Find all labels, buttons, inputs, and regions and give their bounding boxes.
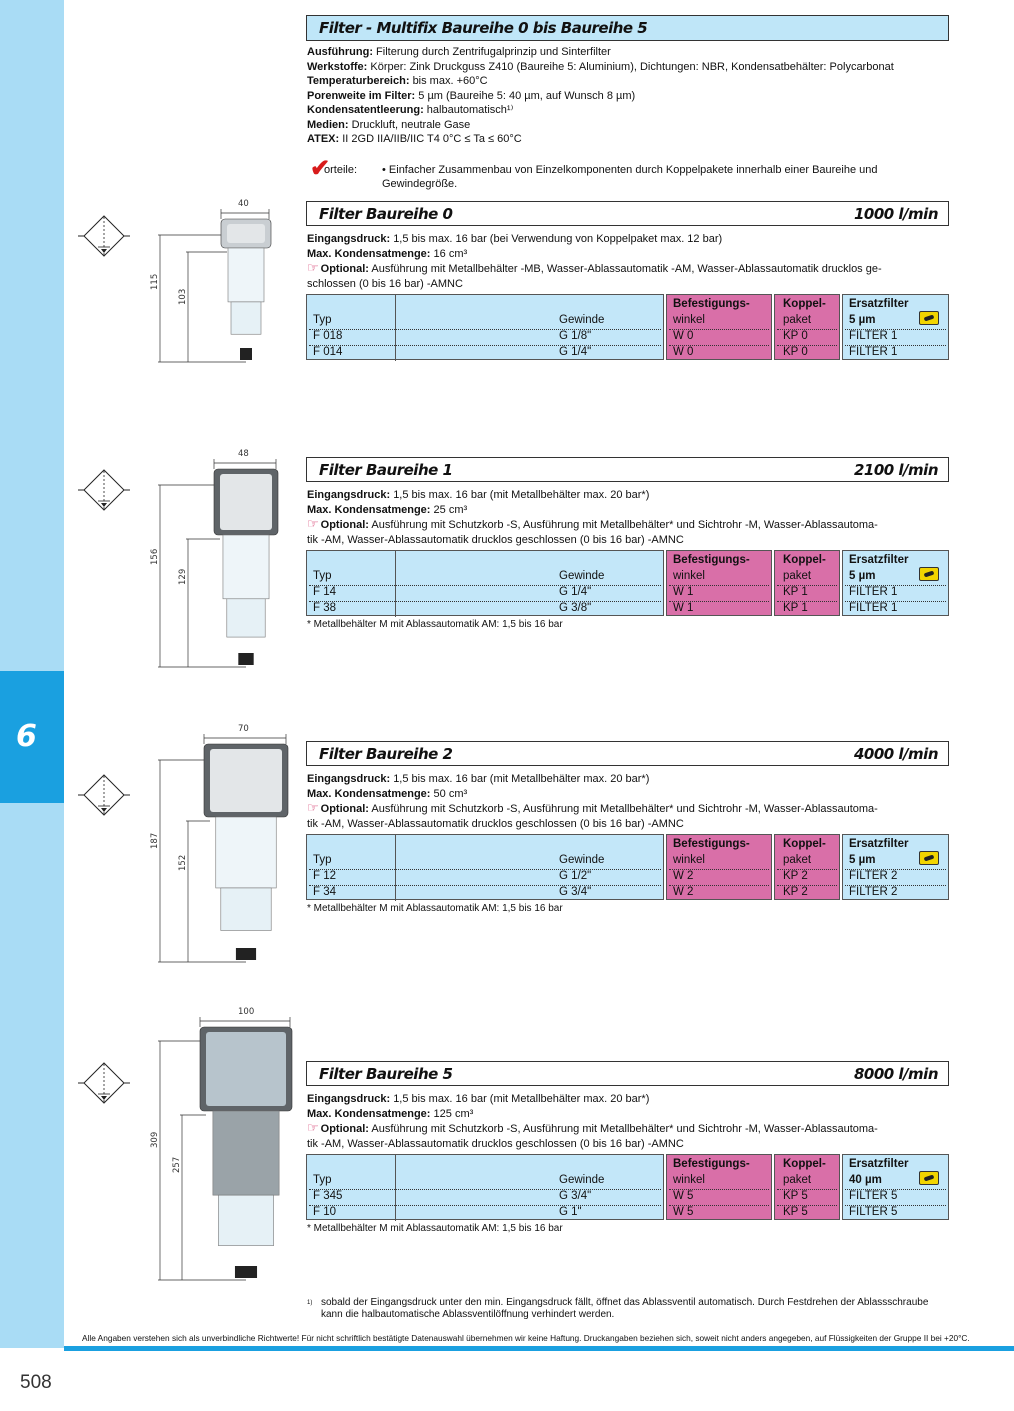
product-drawing <box>140 455 310 678</box>
table-col-winkel <box>666 1154 772 1220</box>
table-cell: W 1 <box>673 586 694 598</box>
table-note: * Metallbehälter M mit Ablassautomatik AM: 1,5 bis 16 bar <box>307 903 563 914</box>
filter-symbol-icon <box>78 213 130 259</box>
dimension-total-height: 309 <box>150 1131 160 1148</box>
pointing-hand-icon: ☞ <box>307 516 319 531</box>
vorteile-text: • Einfacher Zusammenbau von Einzelkomponenten durch Koppelpakete innerhalb einer Baureihe und Gewindegröße. <box>382 164 878 190</box>
col-header: paket <box>783 1174 812 1186</box>
table-cell: W 5 <box>673 1190 694 1202</box>
table-cell: F 12 <box>313 870 337 882</box>
table-col-paket <box>774 1154 840 1220</box>
table-cell: G 1" <box>559 1206 582 1218</box>
table-cell: G 1/4" <box>559 346 592 358</box>
table-cell: KP 1 <box>783 602 808 614</box>
section-specs <box>307 488 952 547</box>
product-table <box>306 550 949 616</box>
table-cell: W 0 <box>673 330 694 342</box>
dimension-width: 48 <box>238 449 249 459</box>
table-cell: FILTER 1 <box>849 602 898 614</box>
dimension-total-height: 115 <box>150 274 160 291</box>
table-cell: KP 5 <box>783 1206 808 1218</box>
col-header: paket <box>783 570 812 582</box>
spec-row: Eingangsdruck: 1,5 bis max. 16 bar (mit Metallbehälter max. 20 bar*) <box>307 489 650 501</box>
section-specs <box>307 232 952 291</box>
table-cell: KP 0 <box>783 346 808 358</box>
table-col-ersatzfilter <box>842 1154 949 1220</box>
spec-row: Eingangsdruck: 1,5 bis max. 16 bar (mit Metallbehälter max. 20 bar*) <box>307 773 650 785</box>
table-cell: F 10 <box>313 1206 337 1218</box>
section-specs <box>307 772 952 831</box>
col-header: Typ <box>313 314 332 326</box>
table-cell: W 2 <box>673 870 694 882</box>
dimension-total-height: 187 <box>150 832 160 849</box>
col-header: Typ <box>313 854 332 866</box>
spec-row: ☞ Optional: Ausführung mit Metallbehälter -MB, Wasser-Ablassautomatik -AM, Wasser-Ablassautomatik drucklos ge- <box>307 260 882 275</box>
table-cell: FILTER 2 <box>849 870 898 882</box>
table-cell: FILTER 1 <box>849 586 898 598</box>
table-note: * Metallbehälter M mit Ablassautomatik AM: 1,5 bis 16 bar <box>307 619 563 630</box>
section-title-bar <box>306 201 949 226</box>
col-header: Befestigungs- <box>673 1158 750 1170</box>
page-title: Filter - Multifix Baureihe 0 bis Baureihe 5 <box>319 19 648 37</box>
table-cell: FILTER 2 <box>849 886 898 898</box>
flow-rate: 1000 l/min <box>853 205 938 223</box>
table-cell: KP 5 <box>783 1190 808 1202</box>
table-cell: F 018 <box>313 330 343 342</box>
table-cell: KP 2 <box>783 870 808 882</box>
footnote-line: kann die halbautomatische Ablassventilöffnung verhindert werden. <box>321 1309 615 1320</box>
spec-row: Max. Kondensatmenge: 50 cm³ <box>307 787 468 800</box>
spec-row: Eingangsdruck: 1,5 bis max. 16 bar (mit Metallbehälter max. 20 bar*) <box>307 1093 650 1105</box>
section-title: Filter Baureihe 0 <box>319 205 453 223</box>
flow-rate: 8000 l/min <box>853 1065 938 1083</box>
table-cell: F 34 <box>313 886 337 898</box>
table-col-ersatzfilter <box>842 294 949 360</box>
dimension-width: 40 <box>238 199 249 209</box>
section-title: Filter Baureihe 1 <box>319 461 453 479</box>
spec-row: Medien: Druckluft, neutrale Gase <box>307 118 471 131</box>
filter-symbol-icon <box>78 772 130 818</box>
pointing-hand-icon: ☞ <box>307 260 319 275</box>
col-header: winkel <box>673 854 705 866</box>
spec-row: tik -AM, Wasser-Ablassautomatik drucklos geschlossen (0 bis 16 bar) -AMNC <box>307 533 684 546</box>
col-header: Gewinde <box>559 1174 605 1186</box>
col-header: Typ <box>313 1174 332 1186</box>
col-header: Koppel- <box>783 554 826 566</box>
dimension-width: 70 <box>238 724 249 734</box>
spec-row: tik -AM, Wasser-Ablassautomatik drucklos geschlossen (0 bis 16 bar) -AMNC <box>307 1137 684 1150</box>
table-cell: G 3/4" <box>559 886 592 898</box>
col-header: Ersatzfilter <box>849 298 909 310</box>
product-table <box>306 834 949 900</box>
table-col-typ <box>306 1154 664 1220</box>
pore-size: 5 µm <box>849 854 876 866</box>
check-mark-icon: ✔ <box>310 155 331 182</box>
product-drawing <box>140 1013 310 1291</box>
table-note: * Metallbehälter M mit Ablassautomatik AM: 1,5 bis 16 bar <box>307 1223 563 1234</box>
table-col-winkel <box>666 550 772 616</box>
section-title: Filter Baureihe 5 <box>319 1065 453 1083</box>
spec-row: Porenweite im Filter: 5 µm (Baureihe 5: 40 µm, auf Wunsch 8 µm) <box>307 89 636 102</box>
spec-row: Werkstoffe: Körper: Zink Druckguss Z410 (Baureihe 5: Aluminium), Dichtungen: NBR, Kondensatbehälter: Polycarbonat <box>307 60 894 73</box>
filter-cartridge-icon <box>919 851 939 865</box>
spec-row: Kondensatentleerung: halbautomatisch¹⁾ <box>307 104 514 116</box>
spec-row: ☞ Optional: Ausführung mit Schutzkorb -S, Ausführung mit Metallbehälter* und Sichtrohr -M, Wasser-Ablassautoma- <box>307 516 878 531</box>
col-header: winkel <box>673 1174 705 1186</box>
dimension-body-height: 257 <box>172 1157 182 1174</box>
table-cell: FILTER 1 <box>849 346 898 358</box>
disclaimer: Alle Angaben verstehen sich als unverbindliche Richtwerte! Für nicht schriftlich bestätigte Datenauswahl übernehmen wir keine Haftung. Druckangaben beziehen sich, soweit nicht anders angegeben, auf Flüssigkeiten der Gruppe II bei +20°C. <box>82 1333 970 1343</box>
col-header: paket <box>783 314 812 326</box>
dimension-body-height: 129 <box>178 568 188 585</box>
table-cell: KP 0 <box>783 330 808 342</box>
pointing-hand-icon: ☞ <box>307 1120 319 1135</box>
table-cell: FILTER 5 <box>849 1206 898 1218</box>
spec-row: tik -AM, Wasser-Ablassautomatik drucklos geschlossen (0 bis 16 bar) -AMNC <box>307 817 684 830</box>
table-cell: G 1/4" <box>559 586 592 598</box>
table-cell: F 345 <box>313 1190 343 1202</box>
spec-row: ☞ Optional: Ausführung mit Schutzkorb -S, Ausführung mit Metallbehälter* und Sichtrohr -M, Wasser-Ablassautoma- <box>307 1120 878 1135</box>
table-col-ersatzfilter <box>842 834 949 900</box>
col-header: Gewinde <box>559 570 605 582</box>
col-header: Ersatzfilter <box>849 1158 909 1170</box>
vorteile-label: orteile: <box>324 164 358 176</box>
col-header: Koppel- <box>783 298 826 310</box>
chapter-tab[interactable] <box>0 671 64 803</box>
col-header: Koppel- <box>783 1158 826 1170</box>
col-header: paket <box>783 854 812 866</box>
pore-size: 5 µm <box>849 314 876 326</box>
table-col-winkel <box>666 294 772 360</box>
filter-symbol-icon <box>78 1060 130 1106</box>
spec-row: Ausführung: Filterung durch Zentrifugalprinzip und Sinterfilter <box>307 46 611 58</box>
table-col-paket <box>774 550 840 616</box>
table-col-winkel <box>666 834 772 900</box>
table-cell: G 3/8" <box>559 602 592 614</box>
section-title-bar <box>306 1061 949 1086</box>
flow-rate: 4000 l/min <box>853 745 938 763</box>
spec-row: ☞ Optional: Ausführung mit Schutzkorb -S, Ausführung mit Metallbehälter* und Sichtrohr -M, Wasser-Ablassautoma- <box>307 800 878 815</box>
table-col-typ <box>306 550 664 616</box>
table-cell: FILTER 1 <box>849 330 898 342</box>
table-col-typ <box>306 294 664 360</box>
section-specs <box>307 1092 952 1151</box>
section-title: Filter Baureihe 2 <box>319 745 453 763</box>
table-cell: W 5 <box>673 1206 694 1218</box>
table-cell: F 38 <box>313 602 337 614</box>
col-header: Befestigungs- <box>673 554 750 566</box>
table-cell: W 2 <box>673 886 694 898</box>
product-drawing <box>140 205 310 373</box>
table-cell: W 1 <box>673 602 694 614</box>
spec-row: Eingangsdruck: 1,5 bis max. 16 bar (bei Verwendung von Koppelpaket max. 12 bar) <box>307 233 723 245</box>
chapter-number: 6 <box>16 719 37 754</box>
table-col-paket <box>774 294 840 360</box>
col-header: Typ <box>313 570 332 582</box>
col-header: Gewinde <box>559 314 605 326</box>
col-header: Gewinde <box>559 854 605 866</box>
spec-row: Max. Kondensatmenge: 16 cm³ <box>307 247 468 260</box>
spec-row: ATEX: II 2GD IIA/IIB/IIC T4 0°C ≤ Ta ≤ 60°C <box>307 133 522 145</box>
spec-row: Max. Kondensatmenge: 25 cm³ <box>307 503 468 516</box>
table-cell: G 3/4" <box>559 1190 592 1202</box>
dimension-body-height: 103 <box>178 288 188 305</box>
filter-symbol-icon <box>78 467 130 513</box>
pore-size: 40 µm <box>849 1174 882 1186</box>
flow-rate: 2100 l/min <box>853 461 938 479</box>
table-col-typ <box>306 834 664 900</box>
col-header: Befestigungs- <box>673 838 750 850</box>
filter-cartridge-icon <box>919 311 939 325</box>
table-cell: F 014 <box>313 346 343 358</box>
footer-bar <box>64 1346 1014 1351</box>
footnote-mark: 1) <box>307 1300 313 1306</box>
spec-row: schlossen (0 bis 16 bar) -AMNC <box>307 277 463 290</box>
section-title-bar <box>306 457 949 482</box>
col-header: Befestigungs- <box>673 298 750 310</box>
col-header: Ersatzfilter <box>849 554 909 566</box>
spec-row: Temperaturbereich: bis max. +60°C <box>307 75 488 87</box>
table-cell: G 1/8" <box>559 330 592 342</box>
col-header: winkel <box>673 314 705 326</box>
col-header: Koppel- <box>783 838 826 850</box>
filter-cartridge-icon <box>919 1171 939 1185</box>
pore-size: 5 µm <box>849 570 876 582</box>
col-header: Ersatzfilter <box>849 838 909 850</box>
product-table <box>306 1154 949 1220</box>
section-title-bar <box>306 741 949 766</box>
product-table <box>306 294 949 360</box>
page-number: 508 <box>20 1372 52 1393</box>
spec-row: Max. Kondensatmenge: 125 cm³ <box>307 1107 474 1120</box>
pointing-hand-icon: ☞ <box>307 800 319 815</box>
table-col-paket <box>774 834 840 900</box>
footnote-line: sobald der Eingangsdruck unter den min. Eingangsdruck fällt, öffnet das Ablassventil automatisch. Durch Festdrehen der Ablassschraube <box>321 1297 929 1308</box>
dimension-width: 100 <box>238 1007 255 1017</box>
col-header: winkel <box>673 570 705 582</box>
main-title-bar <box>306 15 949 41</box>
table-cell: G 1/2" <box>559 870 592 882</box>
table-cell: FILTER 5 <box>849 1190 898 1202</box>
table-cell: F 14 <box>313 586 337 598</box>
table-col-ersatzfilter <box>842 550 949 616</box>
spec-list <box>307 45 952 147</box>
product-drawing <box>140 730 310 973</box>
dimension-body-height: 152 <box>178 854 188 871</box>
dimension-total-height: 156 <box>150 548 160 565</box>
footnote <box>307 1297 957 1321</box>
table-cell: W 0 <box>673 346 694 358</box>
table-cell: KP 1 <box>783 586 808 598</box>
filter-cartridge-icon <box>919 567 939 581</box>
table-cell: KP 2 <box>783 886 808 898</box>
